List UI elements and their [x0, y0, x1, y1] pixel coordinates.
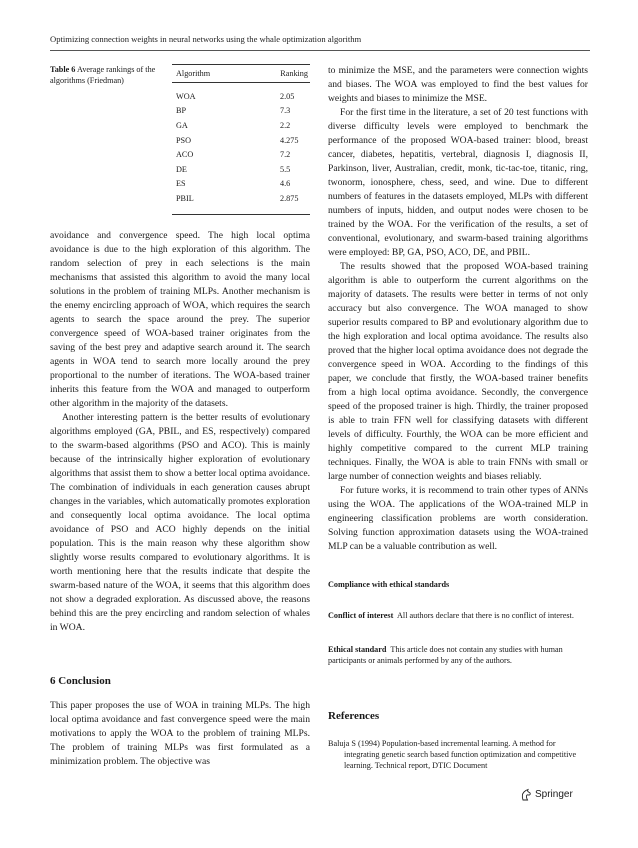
left-column [50, 229, 310, 635]
table-cell-ranking: 4.275 [280, 135, 299, 145]
table-row [172, 147, 310, 162]
table-header-row [172, 65, 310, 82]
note-text: This article does not contain any studies with human participants or animals performed by any of the authors. [328, 645, 563, 665]
springer-horse-icon [520, 788, 532, 801]
body-paragraph: For the first time in the literature, a set of 20 test functions with diverse difficulty levels were employed to benchmark the performance of the proposed WOA-based trainer: blood, breast cancer, diabetes, hepatitis, vertebral, diagnosis I, diagnosis II, Parkinson, liver, Australian, credit, monk, tic-tac-toe, titanic, ring, twonorm, ionosphere, chess, seed, and wine. Due to different numbers of features in the datasets employed, MLPs with different numbers of inputs, hidden, and output nodes were chosen to be trained by the WOA. For the verification of the results, a set of conventional, evolutionary, and swarm-based training algorithms were employed: BP, GA, PSO, ACO, DE, and PBIL. [328, 107, 588, 258]
table-cell-algorithm: DE [176, 164, 187, 174]
table-caption-label: Table 6 [50, 65, 76, 74]
table-cell-ranking: 4.6 [280, 179, 291, 189]
header-rule [50, 50, 590, 51]
body-paragraph: For future works, it is recommend to train other types of ANNs using the WOA. The applications of the WOA-trained MLP in engineering classification problems are worth consideration. Solving function approximation datasets using the WOA-trained MLP can be a valuable contribution as well. [328, 485, 588, 552]
table-cell-algorithm: GA [176, 120, 188, 130]
table-cell-ranking: 2.2 [280, 120, 291, 130]
table-cell-algorithm: BP [176, 106, 187, 116]
note-label: Conflict of interest [328, 611, 394, 620]
ranking-table [172, 64, 310, 215]
table-row [172, 191, 310, 206]
note-label: Ethical standard [328, 645, 387, 654]
table-row [172, 162, 310, 177]
conclusion-body [50, 699, 310, 769]
conclusion-heading: 6 Conclusion [50, 675, 111, 687]
table-cell-ranking: 2.05 [280, 91, 295, 101]
table-header-algorithm: Algorithm [176, 69, 211, 78]
table-row [172, 177, 310, 192]
table-cell-ranking: 2.875 [280, 193, 299, 203]
note-text: All authors declare that there is no conflict of interest. [397, 611, 574, 620]
compliance-heading: Compliance with ethical standards [328, 580, 450, 589]
table-cell-algorithm: WOA [176, 91, 196, 101]
reference-item: Baluja S (1994) Population-based incremental learning. A method for integrating genetic search based function optimization and competitive learning. Technical report, DTIC Document [328, 739, 577, 770]
body-paragraph: avoidance and convergence speed. The high local optima avoidance is due to the high exploration of this algorithm. The random selection of prey in each selections is the main mechanisms that assisted this algorithm to avoid the many local solutions in the problem of training MLPs. Another mechanism is the enemy encircling approach of WOA, which requires the search agents to search the space around the prey. The superior convergence speed of WOA-based trainer originates from the saving of the best prey and adaptive search around it. The search agents in WOA tend to search more locally around the prey proportional to the number of iterations. The WOA-based trainer inherits this feature from the WOA and managed to outperform other algorithm in the majority of the datasets. [50, 230, 310, 409]
table-caption-text: Average rankings of the algorithms (Friedman) [50, 65, 156, 85]
table-cell-algorithm: PBIL [176, 193, 194, 203]
table-row [172, 133, 310, 148]
right-column [328, 64, 588, 554]
publisher-logo [520, 788, 573, 801]
body-paragraph: Another interesting pattern is the better results of evolutionary algorithms employed (GA, PBIL, and ES, respectively) compared to the swarm-based algorithms (PSO and ACO). This is mainly because of the intrinsically higher exploration of evolutionary algorithms that assist them to show a better local optima avoidance. The combination of individuals in each generation causes abrupt changes in the variables, which automatically promotes exploration and consequently local optima avoidance. The local optima avoidance of PSO and ACO highly depends on the initial population. This is the main reason why these algorithm show slightly worse results compared to evolutionary algorithms. It is worth mentioning here that the results indicate that despite the swarm-based nature of the WOA, it seems that this algorithm does not show a degraded exploration. As discussed above, the reasons behind this are the prey encircling and random selection of whales in WOA. [50, 412, 310, 633]
table-cell-algorithm: ES [176, 179, 186, 189]
ethical-standard-note [328, 644, 588, 666]
body-paragraph: to minimize the MSE, and the parameters were connection wights and biases. The WOA was employed to find the best values for weights and biases to minimize the MSE. [328, 65, 588, 104]
publisher-name: Springer [535, 789, 573, 800]
table-cell-ranking: 5.5 [280, 164, 291, 174]
table-row [172, 118, 310, 133]
conflict-of-interest-note [328, 610, 588, 621]
table-cell-ranking: 7.3 [280, 106, 291, 116]
table-caption [50, 64, 168, 86]
references-heading: References [328, 710, 380, 722]
running-head: Optimizing connection weights in neural networks using the whale optimization algorithm [50, 34, 362, 44]
body-paragraph: This paper proposes the use of WOA in training MLPs. The high local optima avoidance and fast convergence speed were the main motivations to apply the WOA to the problem of training MLPs. The problem of training MLPs was first formulated as a minimization problem. The objective was [50, 700, 310, 767]
table-cell-algorithm: ACO [176, 150, 194, 160]
table-row [172, 104, 310, 119]
table-row [172, 89, 310, 104]
table-cell-algorithm: PSO [176, 135, 192, 145]
body-paragraph: The results showed that the proposed WOA-based training algorithm is able to outperform the current algorithms on the majority of datasets. The results were better in terms of not only accuracy but also convergence. The WOA managed to show superior results compared to BP and evolutionary algorithm due to the high exploration and local optima avoidance. The results also proved that the higher local optima avoidance does not degrade the convergence speed in WOA. According to the findings of this paper, we conclude that firstly, the WOA-based trainer benefits from a high local optima avoidance. Secondly, the convergence speed of the proposed trainer is high. Thirdly, the trainer proposed is able to train FFN well for classifying datasets with different levels of difficulty. Fourthly, the WOA can be more efficient and highly competitive compared to the current MLP training techniques. Finally, the WOA is able to train FNNs with small or large number of connection weights and biases reliably. [328, 261, 588, 482]
table-cell-ranking: 7.2 [280, 150, 291, 160]
table-header-ranking: Ranking [280, 69, 308, 78]
